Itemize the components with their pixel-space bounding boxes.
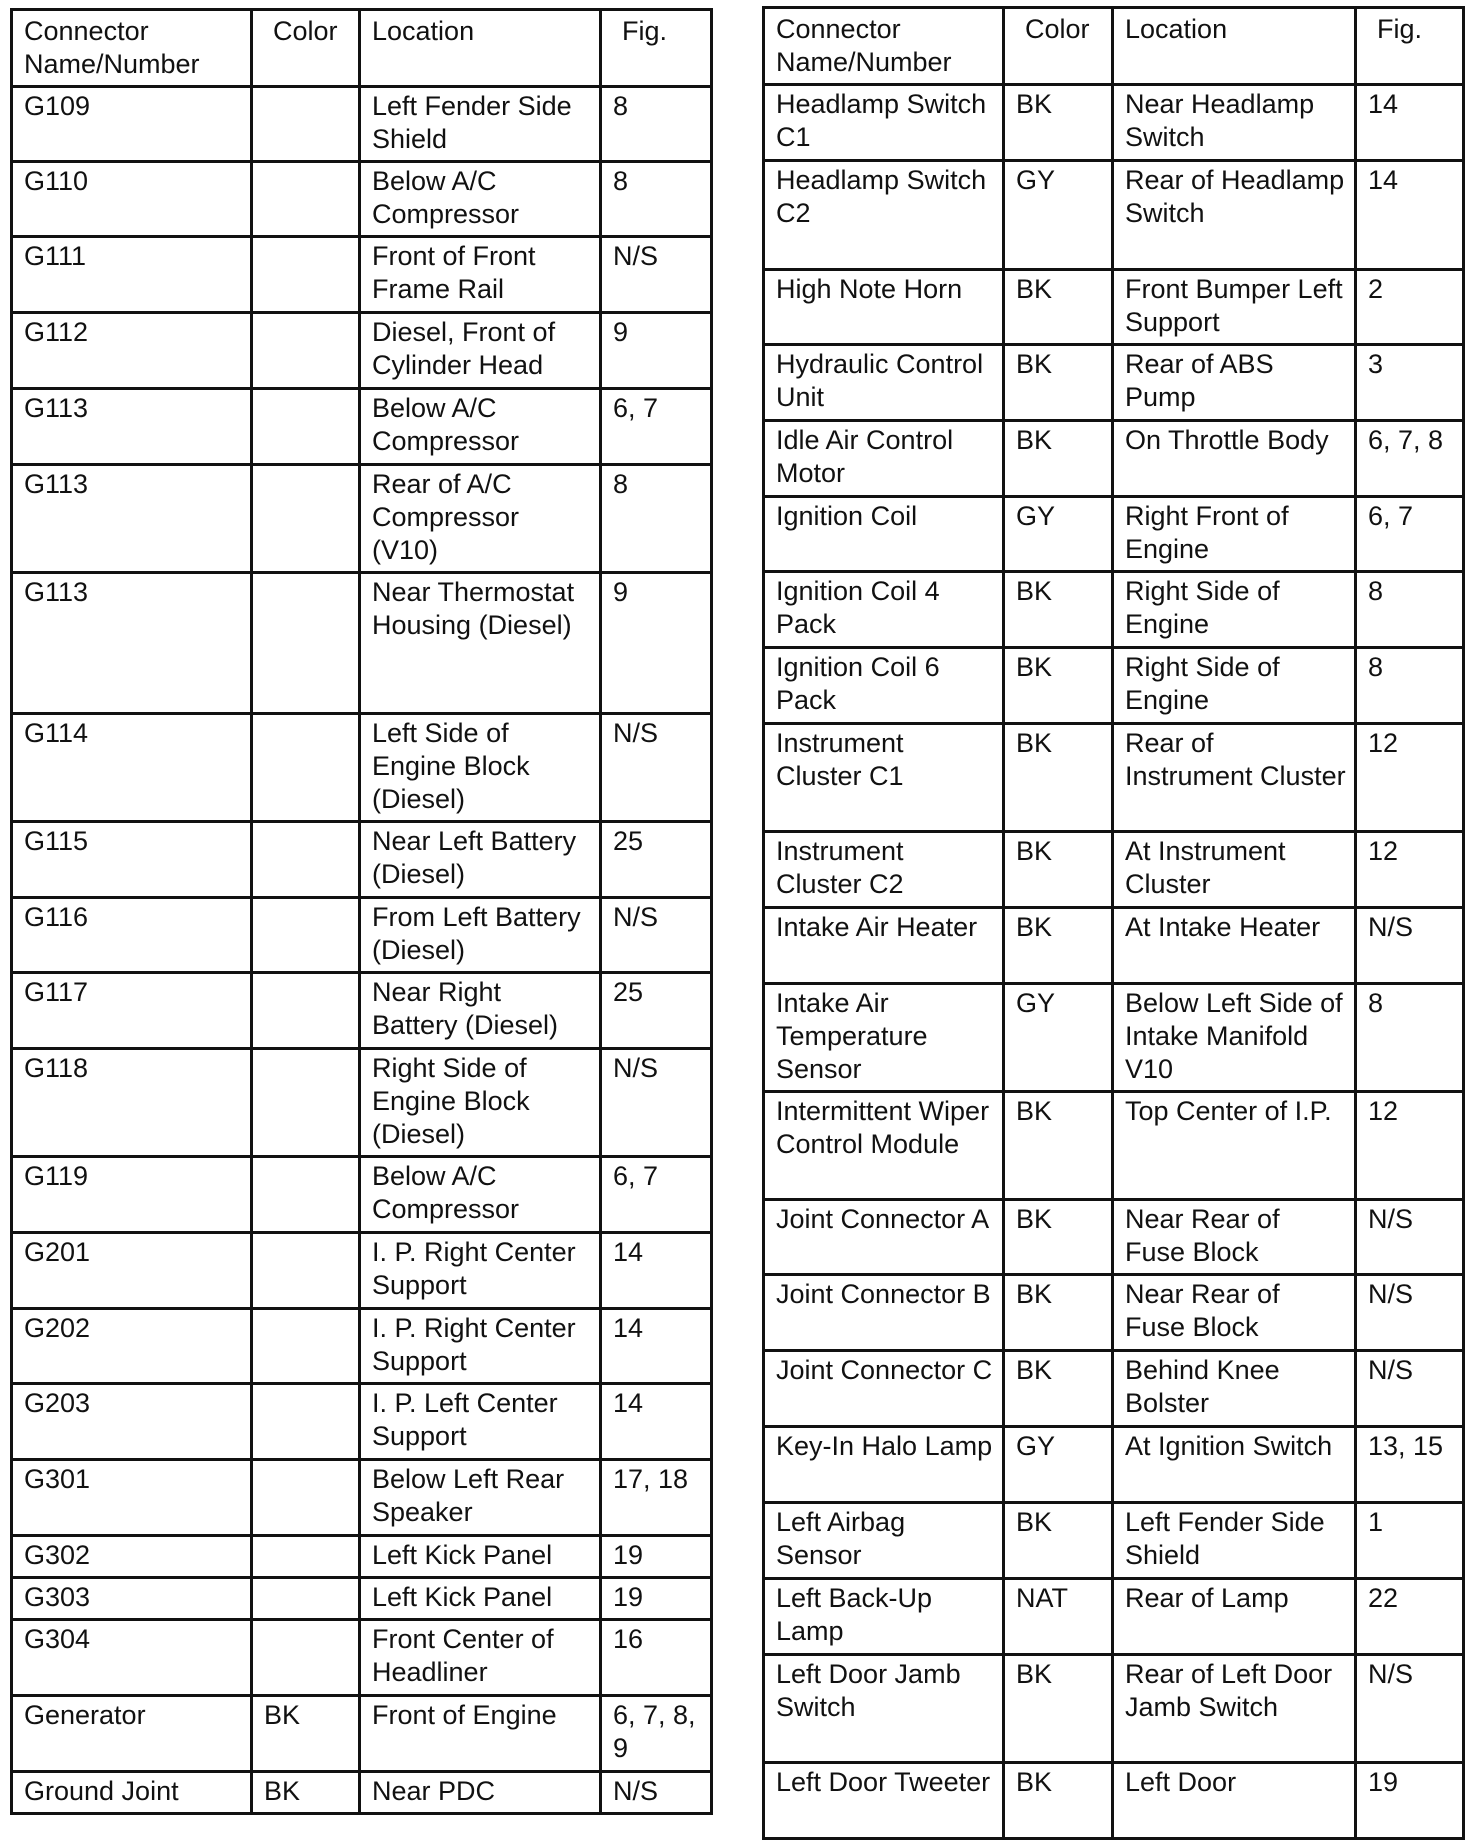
table-row xyxy=(764,1200,1464,1275)
cell-fig: 8 xyxy=(1356,648,1464,724)
cell-connector-name: Instrument Cluster C1 xyxy=(764,724,1004,832)
cell-location: Front of Front Frame Rail xyxy=(360,237,601,313)
cell-color xyxy=(252,1384,360,1460)
cell-connector-name: Left Door Tweeter xyxy=(764,1763,1004,1839)
cell-connector-name: G201 xyxy=(12,1233,252,1309)
cell-fig: 25 xyxy=(601,973,712,1049)
cell-location: At Ignition Switch xyxy=(1113,1427,1356,1503)
table-row xyxy=(12,1233,712,1309)
cell-location: Front Bumper Left Support xyxy=(1113,270,1356,345)
cell-color xyxy=(252,898,360,973)
cell-location: Below A/C Compressor xyxy=(360,1157,601,1233)
cell-color: BK xyxy=(1004,85,1113,161)
cell-color: BK xyxy=(1004,1763,1113,1839)
cell-fig: 25 xyxy=(601,822,712,898)
connector-table-left xyxy=(10,8,713,1815)
cell-fig: 3 xyxy=(1356,345,1464,421)
cell-connector-name: Generator xyxy=(12,1696,252,1772)
cell-connector-name: G117 xyxy=(12,973,252,1049)
cell-fig: N/S xyxy=(601,714,712,822)
cell-connector-name: Joint Connector C xyxy=(764,1351,1004,1427)
cell-color: NAT xyxy=(1004,1579,1113,1655)
table-row xyxy=(764,724,1464,832)
cell-connector-name: G111 xyxy=(12,237,252,313)
cell-location: From Left Battery (Diesel) xyxy=(360,898,601,973)
cell-color xyxy=(252,1460,360,1536)
table-row xyxy=(12,1460,712,1536)
cell-fig: 8 xyxy=(601,87,712,162)
cell-color: GY xyxy=(1004,161,1113,270)
cell-connector-name: Intermittent Wiper Control Module xyxy=(764,1092,1004,1200)
cell-location: Near PDC xyxy=(360,1772,601,1814)
cell-fig: 6, 7, 8, 9 xyxy=(601,1696,712,1772)
table-row xyxy=(12,162,712,237)
cell-connector-name: Headlamp Switch C1 xyxy=(764,85,1004,161)
table-row xyxy=(12,898,712,973)
cell-color xyxy=(252,465,360,573)
cell-fig: 12 xyxy=(1356,1092,1464,1200)
cell-connector-name: Joint Connector A xyxy=(764,1200,1004,1275)
cell-location: Below A/C Compressor xyxy=(360,162,601,237)
cell-fig: 17, 18 xyxy=(601,1460,712,1536)
cell-connector-name: G203 xyxy=(12,1384,252,1460)
cell-location: Below Left Rear Speaker xyxy=(360,1460,601,1536)
cell-connector-name: G202 xyxy=(12,1309,252,1384)
cell-color xyxy=(252,573,360,714)
cell-color xyxy=(252,389,360,465)
cell-location: Right Side of Engine Block (Diesel) xyxy=(360,1049,601,1157)
table-row xyxy=(12,1157,712,1233)
cell-color: BK xyxy=(1004,1503,1113,1579)
cell-connector-name: G112 xyxy=(12,313,252,389)
header-location: Location xyxy=(1113,8,1356,85)
cell-fig: 6, 7 xyxy=(601,389,712,465)
table-row xyxy=(764,85,1464,161)
table-row xyxy=(764,1503,1464,1579)
cell-fig: 19 xyxy=(601,1536,712,1578)
table-row xyxy=(12,1772,712,1814)
cell-color: BK xyxy=(1004,572,1113,648)
table-row xyxy=(764,572,1464,648)
table-row xyxy=(12,313,712,389)
cell-location: Right Side of Engine xyxy=(1113,648,1356,724)
cell-fig: 2 xyxy=(1356,270,1464,345)
cell-color xyxy=(252,1536,360,1578)
table-row xyxy=(12,714,712,822)
cell-fig: 19 xyxy=(1356,1763,1464,1839)
cell-color xyxy=(252,973,360,1049)
cell-connector-name: G301 xyxy=(12,1460,252,1536)
cell-color: BK xyxy=(1004,1200,1113,1275)
cell-fig: 16 xyxy=(601,1620,712,1696)
cell-fig: 14 xyxy=(1356,161,1464,270)
cell-location: Rear of Left Door Jamb Switch xyxy=(1113,1655,1356,1763)
cell-location: Below A/C Compressor xyxy=(360,389,601,465)
cell-color xyxy=(252,162,360,237)
header-connector-name: Connector Name/Number xyxy=(764,8,1004,85)
table-row xyxy=(12,87,712,162)
table-row xyxy=(764,1427,1464,1503)
cell-location: Top Center of I.P. xyxy=(1113,1092,1356,1200)
cell-color: BK xyxy=(1004,1275,1113,1351)
cell-fig: 9 xyxy=(601,573,712,714)
table-row xyxy=(12,465,712,573)
cell-fig: 6, 7, 8 xyxy=(1356,421,1464,497)
cell-color: BK xyxy=(1004,421,1113,497)
cell-color xyxy=(252,87,360,162)
cell-location: Rear of A/C Compressor (V10) xyxy=(360,465,601,573)
cell-color: BK xyxy=(252,1772,360,1814)
cell-color: BK xyxy=(1004,908,1113,984)
cell-connector-name: High Note Horn xyxy=(764,270,1004,345)
cell-color: BK xyxy=(1004,345,1113,421)
cell-connector-name: G116 xyxy=(12,898,252,973)
cell-location: Rear of Lamp xyxy=(1113,1579,1356,1655)
cell-location: Left Door xyxy=(1113,1763,1356,1839)
cell-location: Near Left Battery (Diesel) xyxy=(360,822,601,898)
cell-location: Rear of ABS Pump xyxy=(1113,345,1356,421)
table-row xyxy=(764,984,1464,1092)
cell-connector-name: Left Airbag Sensor xyxy=(764,1503,1004,1579)
cell-fig: 6, 7 xyxy=(601,1157,712,1233)
header-fig: Fig. xyxy=(601,10,712,87)
table-header xyxy=(764,8,1464,85)
cell-connector-name: Ignition Coil 4 Pack xyxy=(764,572,1004,648)
table-row xyxy=(764,1655,1464,1763)
cell-location: Behind Knee Bolster xyxy=(1113,1351,1356,1427)
cell-color: BK xyxy=(1004,270,1113,345)
cell-location: Front of Engine xyxy=(360,1696,601,1772)
cell-color xyxy=(252,237,360,313)
cell-color xyxy=(252,714,360,822)
cell-location: Near Thermostat Housing (Diesel) xyxy=(360,573,601,714)
cell-color xyxy=(252,822,360,898)
cell-fig: 8 xyxy=(601,162,712,237)
cell-location: At Intake Heater xyxy=(1113,908,1356,984)
cell-location: I. P. Right Center Support xyxy=(360,1233,601,1309)
cell-fig: 1 xyxy=(1356,1503,1464,1579)
cell-location: Left Side of Engine Block (Diesel) xyxy=(360,714,601,822)
cell-location: Left Kick Panel xyxy=(360,1578,601,1620)
cell-color xyxy=(252,1620,360,1696)
table-row xyxy=(764,1092,1464,1200)
table-header xyxy=(12,10,712,87)
cell-fig: N/S xyxy=(1356,1351,1464,1427)
cell-location: At Instrument Cluster xyxy=(1113,832,1356,908)
cell-fig: 19 xyxy=(601,1578,712,1620)
cell-fig: 22 xyxy=(1356,1579,1464,1655)
cell-color: BK xyxy=(252,1696,360,1772)
cell-color: BK xyxy=(1004,832,1113,908)
cell-color: GY xyxy=(1004,1427,1113,1503)
cell-color: BK xyxy=(1004,724,1113,832)
table-row xyxy=(12,1620,712,1696)
cell-connector-name: Hydraulic Control Unit xyxy=(764,345,1004,421)
cell-fig: 9 xyxy=(601,313,712,389)
header-fig: Fig. xyxy=(1356,8,1464,85)
table-row xyxy=(764,832,1464,908)
header-color: Color xyxy=(252,10,360,87)
cell-connector-name: Left Back-Up Lamp xyxy=(764,1579,1004,1655)
table-row xyxy=(12,1536,712,1578)
cell-fig: 8 xyxy=(601,465,712,573)
cell-location: Rear of Instrument Cluster xyxy=(1113,724,1356,832)
cell-color xyxy=(252,1578,360,1620)
table-row xyxy=(764,648,1464,724)
cell-connector-name: G110 xyxy=(12,162,252,237)
table-row xyxy=(12,389,712,465)
cell-fig: N/S xyxy=(1356,1200,1464,1275)
table-row xyxy=(12,1049,712,1157)
cell-fig: N/S xyxy=(601,1772,712,1814)
header-connector-name: Connector Name/Number xyxy=(12,10,252,87)
cell-location: Near Rear of Fuse Block xyxy=(1113,1275,1356,1351)
table-row xyxy=(12,1309,712,1384)
table-row xyxy=(764,270,1464,345)
cell-color: BK xyxy=(1004,1092,1113,1200)
cell-location: Near Right Battery (Diesel) xyxy=(360,973,601,1049)
cell-connector-name: Ignition Coil xyxy=(764,497,1004,572)
table-row xyxy=(12,1384,712,1460)
cell-fig: 8 xyxy=(1356,572,1464,648)
cell-fig: N/S xyxy=(1356,1275,1464,1351)
cell-location: Right Front of Engine xyxy=(1113,497,1356,572)
cell-connector-name: G113 xyxy=(12,389,252,465)
cell-location: Near Headlamp Switch xyxy=(1113,85,1356,161)
cell-fig: N/S xyxy=(601,1049,712,1157)
table-row xyxy=(764,1351,1464,1427)
cell-location: On Throttle Body xyxy=(1113,421,1356,497)
cell-fig: 14 xyxy=(601,1384,712,1460)
table-row xyxy=(12,573,712,714)
table-row xyxy=(764,497,1464,572)
cell-location: Left Kick Panel xyxy=(360,1536,601,1578)
table-row xyxy=(12,822,712,898)
header-color: Color xyxy=(1004,8,1113,85)
cell-location: Left Fender Side Shield xyxy=(1113,1503,1356,1579)
table-row xyxy=(764,908,1464,984)
cell-location: Below Left Side of Intake Manifold V10 xyxy=(1113,984,1356,1092)
cell-connector-name: G304 xyxy=(12,1620,252,1696)
cell-connector-name: Left Door Jamb Switch xyxy=(764,1655,1004,1763)
cell-location: I. P. Right Center Support xyxy=(360,1309,601,1384)
cell-connector-name: Intake Air Heater xyxy=(764,908,1004,984)
table-body xyxy=(12,87,712,1814)
cell-connector-name: G114 xyxy=(12,714,252,822)
cell-connector-name: G119 xyxy=(12,1157,252,1233)
cell-connector-name: G303 xyxy=(12,1578,252,1620)
cell-fig: N/S xyxy=(1356,1655,1464,1763)
cell-fig: 6, 7 xyxy=(1356,497,1464,572)
table-row xyxy=(12,1578,712,1620)
cell-location: Near Rear of Fuse Block xyxy=(1113,1200,1356,1275)
cell-connector-name: G118 xyxy=(12,1049,252,1157)
cell-color xyxy=(252,1049,360,1157)
cell-color: BK xyxy=(1004,1351,1113,1427)
table-row xyxy=(764,1763,1464,1839)
cell-location: Right Side of Engine xyxy=(1113,572,1356,648)
cell-fig: 8 xyxy=(1356,984,1464,1092)
cell-fig: N/S xyxy=(601,898,712,973)
cell-connector-name: G302 xyxy=(12,1536,252,1578)
cell-connector-name: Headlamp Switch C2 xyxy=(764,161,1004,270)
cell-fig: N/S xyxy=(601,237,712,313)
cell-connector-name: G113 xyxy=(12,573,252,714)
table-body xyxy=(764,85,1464,1839)
cell-fig: 12 xyxy=(1356,724,1464,832)
cell-fig: 14 xyxy=(1356,85,1464,161)
cell-fig: 12 xyxy=(1356,832,1464,908)
cell-connector-name: G109 xyxy=(12,87,252,162)
table-row xyxy=(12,973,712,1049)
cell-color: GY xyxy=(1004,497,1113,572)
cell-color xyxy=(252,1233,360,1309)
cell-location: Front Center of Headliner xyxy=(360,1620,601,1696)
cell-connector-name: Key-In Halo Lamp xyxy=(764,1427,1004,1503)
connector-table-right xyxy=(762,6,1465,1840)
cell-connector-name: Ignition Coil 6 Pack xyxy=(764,648,1004,724)
cell-connector-name: G113 xyxy=(12,465,252,573)
cell-color: BK xyxy=(1004,1655,1113,1763)
table-row xyxy=(12,1696,712,1772)
cell-location: I. P. Left Center Support xyxy=(360,1384,601,1460)
cell-location: Left Fender Side Shield xyxy=(360,87,601,162)
table-row xyxy=(764,1275,1464,1351)
table-row xyxy=(764,421,1464,497)
cell-connector-name: G115 xyxy=(12,822,252,898)
cell-fig: 13, 15 xyxy=(1356,1427,1464,1503)
cell-location: Rear of Headlamp Switch xyxy=(1113,161,1356,270)
cell-connector-name: Ground Joint xyxy=(12,1772,252,1814)
cell-color: GY xyxy=(1004,984,1113,1092)
table-row xyxy=(764,161,1464,270)
cell-color xyxy=(252,1157,360,1233)
table-row xyxy=(764,1579,1464,1655)
cell-location: Diesel, Front of Cylinder Head xyxy=(360,313,601,389)
header-location: Location xyxy=(360,10,601,87)
cell-connector-name: Joint Connector B xyxy=(764,1275,1004,1351)
cell-color: BK xyxy=(1004,648,1113,724)
cell-color xyxy=(252,1309,360,1384)
cell-fig: 14 xyxy=(601,1309,712,1384)
cell-connector-name: Intake Air Temperature Sensor xyxy=(764,984,1004,1092)
cell-fig: 14 xyxy=(601,1233,712,1309)
cell-color xyxy=(252,313,360,389)
cell-connector-name: Idle Air Control Motor xyxy=(764,421,1004,497)
cell-connector-name: Instrument Cluster C2 xyxy=(764,832,1004,908)
table-row xyxy=(764,345,1464,421)
table-row xyxy=(12,237,712,313)
cell-fig: N/S xyxy=(1356,908,1464,984)
